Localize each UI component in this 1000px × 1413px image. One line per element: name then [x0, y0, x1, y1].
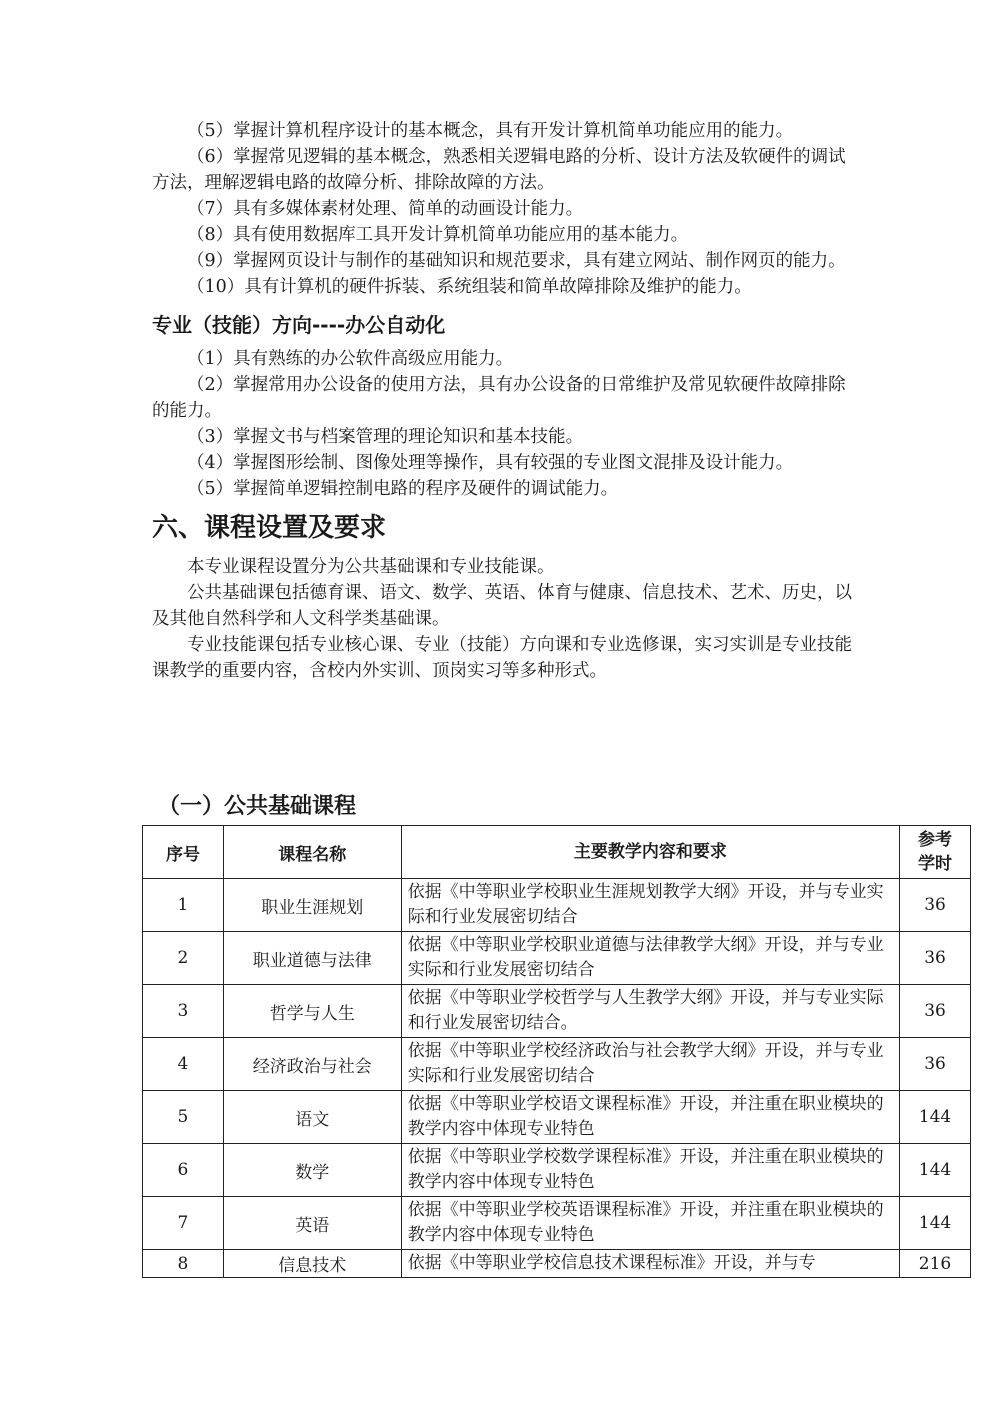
cell-name: 职业生涯规划	[223, 879, 401, 932]
header-content: 主要教学内容和要求	[401, 826, 899, 879]
paragraph: （8）具有使用数据库工具开发计算机简单功能应用的基本能力。	[187, 225, 689, 245]
cell-no: 5	[143, 1091, 224, 1144]
cell-hours: 36	[900, 985, 971, 1038]
course-table	[142, 825, 971, 1278]
paragraph: 本专业课程设置分为公共基础课和专业技能课。	[187, 557, 555, 577]
cell-no: 7	[143, 1197, 224, 1250]
header-no: 序号	[143, 826, 224, 879]
cell-hours: 216	[900, 1250, 971, 1278]
cell-name: 信息技术	[223, 1250, 401, 1278]
paragraph: （6）掌握常见逻辑的基本概念，熟悉相关逻辑电路的分析、设计方法及软硬件的调试方法，理解逻辑电路的故障分析、排除故障的方法。	[152, 147, 846, 193]
cell-content: 依据《中等职业学校语文课程标准》开设，并注重在职业模块的教学内容中体现专业特色	[401, 1091, 899, 1144]
cell-content: 依据《中等职业学校职业道德与法律教学大纲》开设，并与专业实际和行业发展密切结合	[401, 932, 899, 985]
paragraph: （3）掌握文书与档案管理的理论知识和基本技能。	[187, 427, 584, 447]
cell-hours: 144	[900, 1197, 971, 1250]
cell-name: 语文	[223, 1091, 401, 1144]
paragraph: （5）掌握计算机程序设计的基本概念，具有开发计算机简单功能应用的能力。	[187, 121, 794, 141]
cell-name: 哲学与人生	[223, 985, 401, 1038]
subsection-heading: （一）公共基础课程	[158, 794, 357, 819]
paragraph: （7）具有多媒体素材处理、简单的动画设计能力。	[187, 199, 584, 219]
paragraph: （9）掌握网页设计与制作的基础知识和规范要求，具有建立网站、制作网页的能力。	[187, 251, 846, 271]
table-row	[143, 1038, 971, 1091]
cell-no: 3	[143, 985, 224, 1038]
table-header-row	[143, 826, 971, 879]
cell-no: 1	[143, 879, 224, 932]
section-heading: 六、课程设置及要求	[152, 513, 387, 543]
paragraph: （10）具有计算机的硬件拆装、系统组装和简单故障排除及维护的能力。	[187, 277, 752, 297]
table-row	[143, 932, 971, 985]
cell-name: 数学	[223, 1144, 401, 1197]
cell-content: 依据《中等职业学校英语课程标准》开设，并注重在职业模块的教学内容中体现专业特色	[401, 1197, 899, 1250]
cell-hours: 36	[900, 932, 971, 985]
header-hours-line2: 学时	[918, 854, 952, 874]
table-row	[143, 1197, 971, 1250]
body-text	[152, 118, 852, 684]
header-hours	[900, 826, 971, 879]
cell-no: 2	[143, 932, 224, 985]
header-hours-line1: 参考	[918, 830, 952, 850]
cell-hours: 144	[900, 1091, 971, 1144]
table-row	[143, 985, 971, 1038]
table-row	[143, 1250, 971, 1278]
cell-hours: 36	[900, 879, 971, 932]
paragraph: （2）掌握常用办公设备的使用方法，具有办公设备的日常维护及常见软硬件故障排除的能力。	[152, 375, 846, 421]
cell-content: 依据《中等职业学校职业生涯规划教学大纲》开设，并与专业实际和行业发展密切结合	[401, 879, 899, 932]
cell-no: 8	[143, 1250, 224, 1278]
cell-no: 4	[143, 1038, 224, 1091]
cell-hours: 36	[900, 1038, 971, 1091]
cell-content: 依据《中等职业学校数学课程标准》开设，并注重在职业模块的教学内容中体现专业特色	[401, 1144, 899, 1197]
cell-no: 6	[143, 1144, 224, 1197]
cell-name: 职业道德与法律	[223, 932, 401, 985]
paragraph: （1）具有熟练的办公软件高级应用能力。	[187, 349, 514, 369]
paragraph: 公共基础课包括德育课、语文、数学、英语、体育与健康、信息技术、艺术、历史，以及其他自然科学和人文科学类基础课。	[152, 583, 852, 629]
table-row	[143, 1144, 971, 1197]
cell-hours: 144	[900, 1144, 971, 1197]
cell-name: 英语	[223, 1197, 401, 1250]
cell-content: 依据《中等职业学校哲学与人生教学大纲》开设，并与专业实际和行业发展密切结合。	[401, 985, 899, 1038]
paragraph: 专业技能课包括专业核心课、专业（技能）方向课和专业选修课，实习实训是专业技能课教学的重要内容，含校内外实训、顶岗实习等多种形式。	[152, 635, 852, 681]
table-row	[143, 1091, 971, 1144]
cell-content: 依据《中等职业学校经济政治与社会教学大纲》开设，并与专业实际和行业发展密切结合	[401, 1038, 899, 1091]
cell-content: 依据《中等职业学校信息技术课程标准》开设，并与专	[401, 1250, 899, 1278]
table-row	[143, 879, 971, 932]
paragraph: （4）掌握图形绘制、图像处理等操作，具有较强的专业图文混排及设计能力。	[187, 453, 794, 473]
direction-heading: 专业（技能）方向----办公自动化	[152, 313, 446, 337]
paragraph: （5）掌握简单逻辑控制电路的程序及硬件的调试能力。	[187, 479, 619, 499]
header-name: 课程名称	[223, 826, 401, 879]
cell-name: 经济政治与社会	[223, 1038, 401, 1091]
